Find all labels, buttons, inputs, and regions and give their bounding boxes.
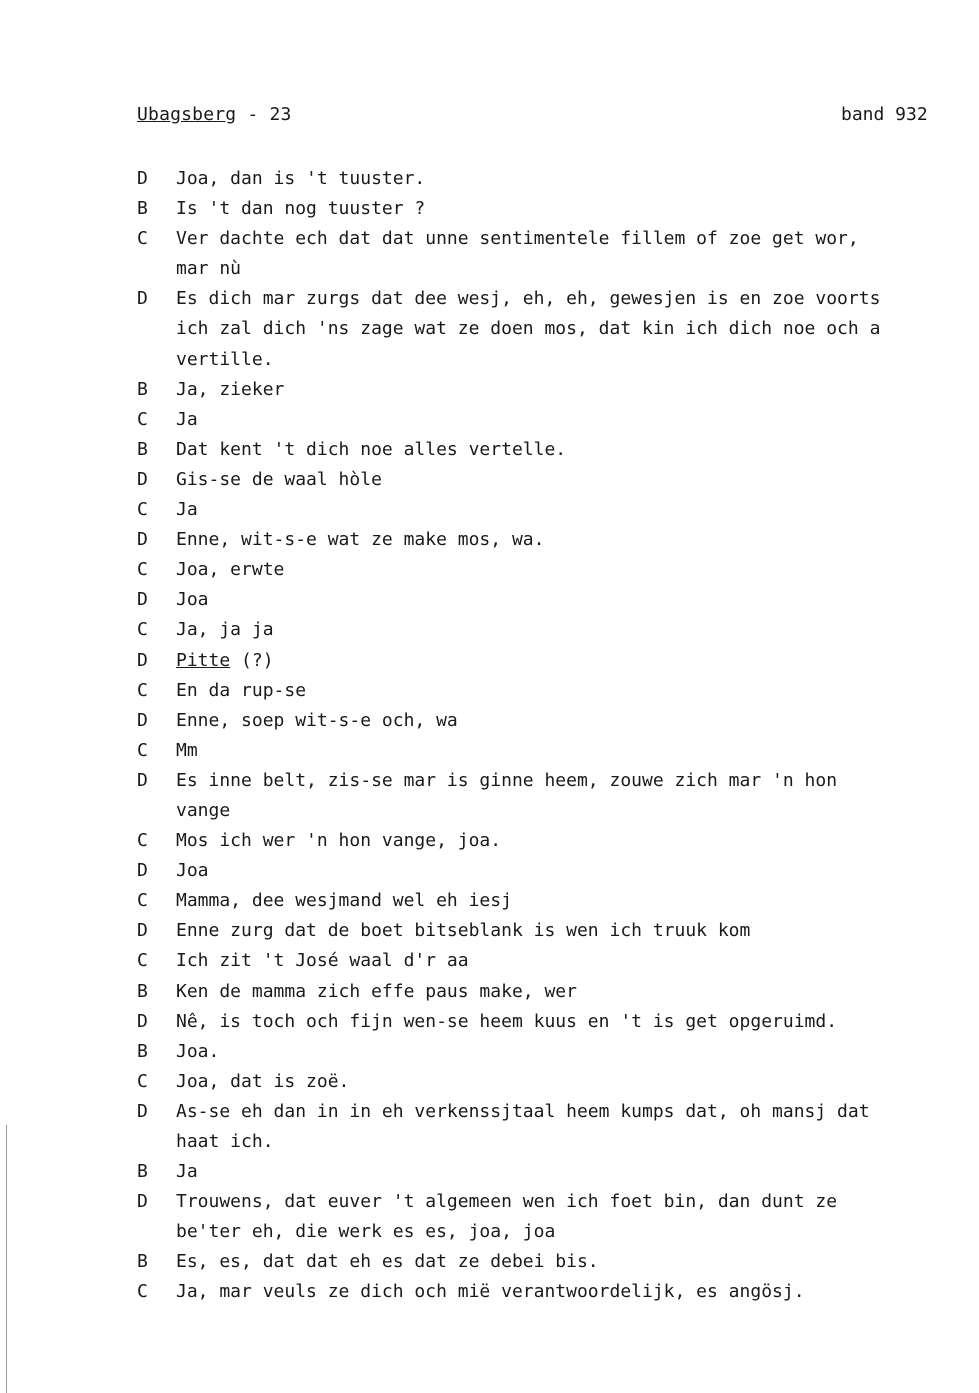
speaker-label: D [137, 288, 148, 310]
speaker-label: D [137, 649, 148, 671]
page-number: - 23 [236, 104, 292, 125]
utterance-text: As-se eh dan in in eh verkenssjtaal heem kumps dat, oh mansj dat [176, 1100, 870, 1122]
speaker-label: B [137, 1161, 148, 1183]
speaker-label: C [137, 830, 148, 852]
utterance-text: Ja [176, 1161, 198, 1183]
utterance-text: Ken de mamma zich effe paus make, wer [176, 980, 577, 1002]
utterance-text: vange [176, 799, 231, 821]
speaker-label: C [137, 499, 148, 521]
transcript-line [137, 886, 979, 916]
transcript-line [137, 164, 979, 194]
utterance-text: vertille. [176, 348, 274, 370]
speaker-label: B [137, 378, 148, 400]
transcript-line [137, 465, 979, 495]
transcript-line [137, 1277, 979, 1307]
utterance-text: mar nù [176, 258, 242, 280]
utterance-text: Gis-se de waal hòle [176, 468, 382, 490]
utterance-text: Nê, is toch och fijn wen-se heem kuus en 't is get opgeruimd. [176, 1010, 838, 1032]
transcript-line [137, 1067, 979, 1097]
transcript-line [137, 345, 979, 375]
speaker-label: C [137, 679, 148, 701]
speaker-label: D [137, 709, 148, 731]
utterance-text: Is 't dan nog tuuster ? [176, 198, 426, 220]
transcript-line [137, 946, 979, 976]
speaker-label: D [137, 468, 148, 490]
transcript-line [137, 284, 979, 314]
band-label: band 932 [841, 104, 928, 125]
transcript-line [137, 254, 979, 284]
utterance-text: Es dich mar zurgs dat dee wesj, eh, eh, gewesjen is en zoe voorts [176, 288, 881, 310]
utterance-text [176, 646, 274, 676]
transcript-line [137, 525, 979, 555]
transcript [137, 164, 979, 1308]
utterance-text: Mm [176, 739, 198, 761]
speaker-label: D [137, 1100, 148, 1122]
speaker-label: C [137, 950, 148, 972]
transcript-line [137, 585, 979, 615]
speaker-label: C [137, 739, 148, 761]
transcript-line [137, 736, 979, 766]
utterance-text: En da rup-se [176, 679, 307, 701]
speaker-label: D [137, 168, 148, 189]
utterance-text: Es inne belt, zis-se mar is ginne heem, zouwe zich mar 'n hon [176, 769, 838, 791]
utterance-text: Mos ich wer 'n hon vange, joa. [176, 830, 502, 852]
transcript-line [137, 916, 979, 946]
speaker-label: C [137, 1070, 148, 1092]
speaker-label: B [137, 438, 148, 460]
transcript-line [137, 1127, 979, 1157]
transcript-line [137, 224, 979, 254]
underlined-word: Pitte [176, 649, 231, 671]
transcript-line [137, 1187, 979, 1217]
utterance-text: haat ich. [176, 1131, 274, 1152]
speaker-label: C [137, 619, 148, 641]
transcript-line [137, 977, 979, 1007]
speaker-label: C [137, 559, 148, 581]
speaker-label: D [137, 529, 148, 551]
transcript-line [137, 555, 979, 585]
utterance-text: Enne zurg dat de boet bitseblank is wen ich truuk kom [176, 920, 751, 942]
speaker-label: D [137, 860, 148, 882]
utterance-text: ich zal dich 'ns zage wat ze doen mos, dat kin ich dich noe och a [176, 318, 881, 340]
transcript-line [137, 1097, 979, 1127]
transcript-line [137, 1157, 979, 1187]
transcript-line [137, 766, 979, 796]
transcript-line [137, 1007, 979, 1037]
speaker-label: B [137, 1040, 148, 1062]
transcript-line [137, 615, 979, 645]
utterance-text: Joa, dan is 't tuuster. [176, 168, 426, 189]
transcript-line [137, 375, 979, 405]
utterance-text: Joa, dat is zoë. [176, 1070, 350, 1092]
transcript-line [137, 1247, 979, 1277]
utterance-text: Joa. [176, 1040, 220, 1062]
utterance-text: Joa [176, 589, 209, 611]
utterance-text: be'ter eh, die werk es es, joa, joa [176, 1221, 556, 1243]
speaker-label: C [137, 408, 148, 430]
utterance-text: Ja, ja ja [176, 619, 274, 641]
utterance-text: Ja, mar veuls ze dich och mië verantwoordelijk, es angösj. [176, 1281, 805, 1303]
utterance-text: Enne, wit-s-e wat ze make mos, wa. [176, 529, 545, 551]
utterance-suffix: (?) [230, 649, 274, 671]
speaker-label: B [137, 198, 148, 220]
margin-rule [6, 1125, 7, 1393]
utterance-text: Joa, erwte [176, 559, 285, 581]
utterance-text: Ver dachte ech dat dat unne sentimentele fillem of zoe get wor, [176, 228, 859, 250]
transcript-line [137, 826, 979, 856]
speaker-label: C [137, 890, 148, 912]
utterance-text: Ich zit 't José waal d'r aa [176, 950, 469, 972]
transcript-line [137, 796, 979, 826]
transcript-line [137, 676, 979, 706]
transcript-line [137, 495, 979, 525]
speaker-label: B [137, 980, 148, 1002]
speaker-label: C [137, 1281, 148, 1303]
page-header-title [137, 104, 292, 125]
utterance-text: Es, es, dat dat eh es dat ze debei bis. [176, 1251, 599, 1273]
speaker-label: D [137, 1191, 148, 1213]
utterance-text: Enne, soep wit-s-e och, wa [176, 709, 458, 731]
transcript-line [137, 646, 979, 676]
location-title: Ubagsberg [137, 104, 237, 125]
transcript-line [137, 706, 979, 736]
speaker-label: B [137, 1251, 148, 1273]
transcript-line [137, 856, 979, 886]
speaker-label: D [137, 589, 148, 611]
utterance-text: Ja [176, 499, 198, 521]
transcript-line [137, 1217, 979, 1247]
utterance-text: Ja [176, 408, 198, 430]
utterance-text: Joa [176, 860, 209, 882]
utterance-text: Ja, zieker [176, 378, 285, 400]
speaker-label: C [137, 228, 148, 250]
speaker-label: D [137, 769, 148, 791]
transcript-line [137, 194, 979, 224]
speaker-label: D [137, 1010, 148, 1032]
utterance-text: Trouwens, dat euver 't algemeen wen ich foet bin, dan dunt ze [176, 1191, 838, 1213]
utterance-text: Dat kent 't dich noe alles vertelle. [176, 438, 567, 460]
transcript-line [137, 435, 979, 465]
speaker-label: D [137, 920, 148, 942]
utterance-text: Mamma, dee wesjmand wel eh iesj [176, 890, 512, 912]
transcript-line [137, 1037, 979, 1067]
transcript-line [137, 314, 979, 344]
transcript-line [137, 405, 979, 435]
